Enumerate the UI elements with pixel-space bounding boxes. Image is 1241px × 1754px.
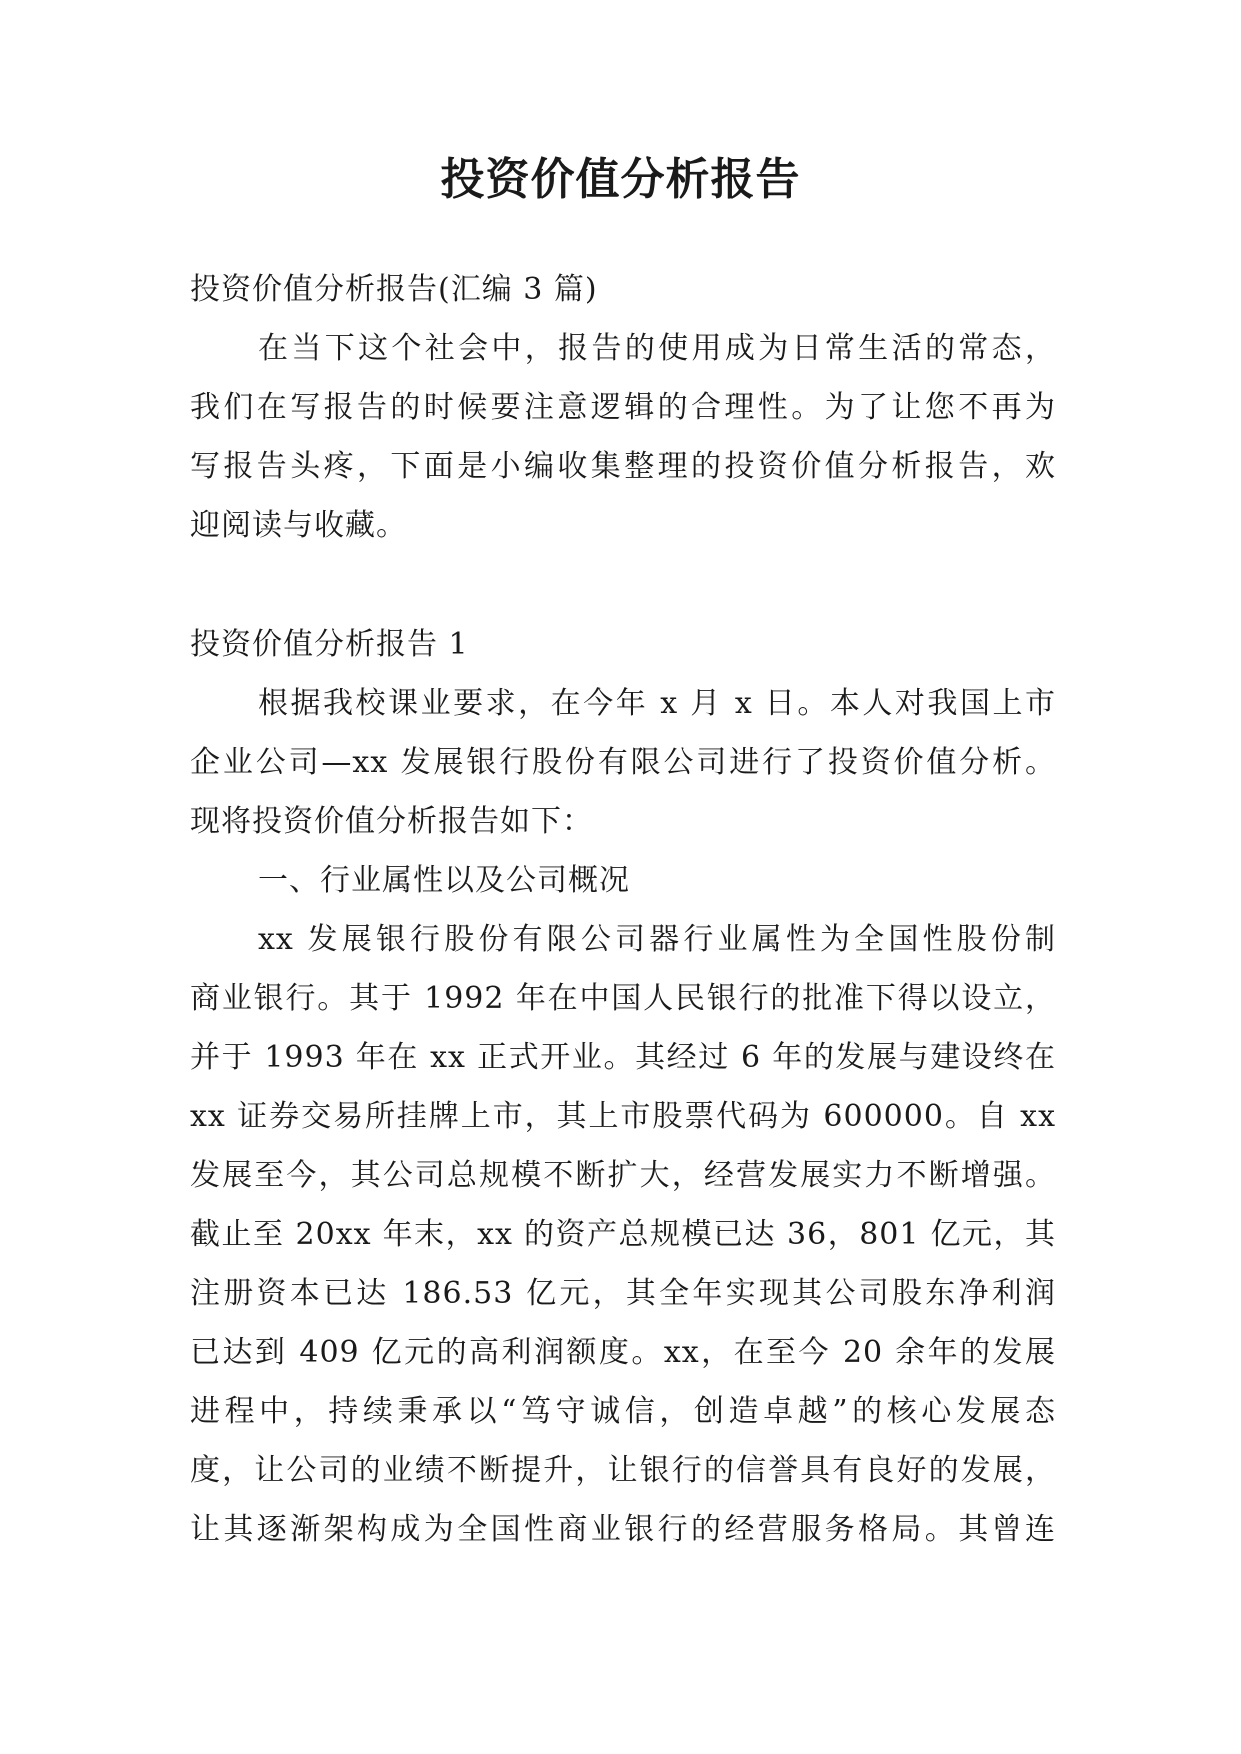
paragraph-line: 我们在写报告的时候要注意逻辑的合理性。为了让您不再为	[190, 390, 1056, 425]
paragraph-line: xx 发展银行股份有限公司器行业属性为全国性股份制	[258, 922, 1056, 957]
document-body	[190, 260, 1056, 1559]
sub-heading: 一、行业属性以及公司概况	[258, 863, 630, 898]
paragraph-line: 进程中，持续秉承以“笃守诚信，创造卓越”的核心发展态	[190, 1394, 1056, 1429]
paragraph-line: 迎阅读与收藏。	[190, 508, 407, 543]
paragraph-line: xx 证券交易所挂牌上市，其上市股票代码为 600000。自 xx	[190, 1099, 1056, 1134]
paragraph-line: 发展至今，其公司总规模不断扩大，经营发展实力不断增强。	[190, 1158, 1056, 1193]
paragraph-line: 企业公司—xx 发展银行股份有限公司进行了投资价值分析。	[190, 745, 1056, 780]
paragraph-line: 已达到 409 亿元的高利润额度。xx，在至今 20 余年的发展	[190, 1335, 1056, 1370]
document-subtitle: 投资价值分析报告(汇编 3 篇)	[190, 272, 598, 307]
paragraph-line: 根据我校课业要求，在今年 x 月 x 日。本人对我国上市	[258, 686, 1056, 721]
intro-paragraph	[190, 319, 1056, 555]
paragraph-line: 让其逐渐架构成为全国性商业银行的经营服务格局。其曾连	[190, 1512, 1056, 1547]
paragraph-line: 在当下这个社会中，报告的使用成为日常生活的常态，	[258, 331, 1056, 366]
paragraph-gap	[190, 555, 1056, 615]
paragraph-line: 注册资本已达 186.53 亿元，其全年实现其公司股东净利润	[190, 1276, 1056, 1311]
document-title: 投资价值分析报告	[440, 154, 801, 205]
paragraph-1	[190, 674, 1056, 851]
section-heading: 投资价值分析报告 1	[190, 627, 469, 662]
paragraph-2	[190, 910, 1056, 1559]
paragraph-line: 商业银行。其于 1992 年在中国人民银行的批准下得以设立，	[190, 981, 1056, 1016]
paragraph-line: 现将投资价值分析报告如下：	[190, 804, 593, 839]
paragraph-line: 并于 1993 年在 xx 正式开业。其经过 6 年的发展与建设终在	[190, 1040, 1056, 1075]
paragraph-line: 截止至 20xx 年末，xx 的资产总规模已达 36，801 亿元，其	[190, 1217, 1056, 1252]
paragraph-line: 写报告头疼，下面是小编收集整理的投资价值分析报告，欢	[190, 449, 1056, 484]
paragraph-line: 度，让公司的业绩不断提升，让银行的信誉具有良好的发展，	[190, 1453, 1056, 1488]
